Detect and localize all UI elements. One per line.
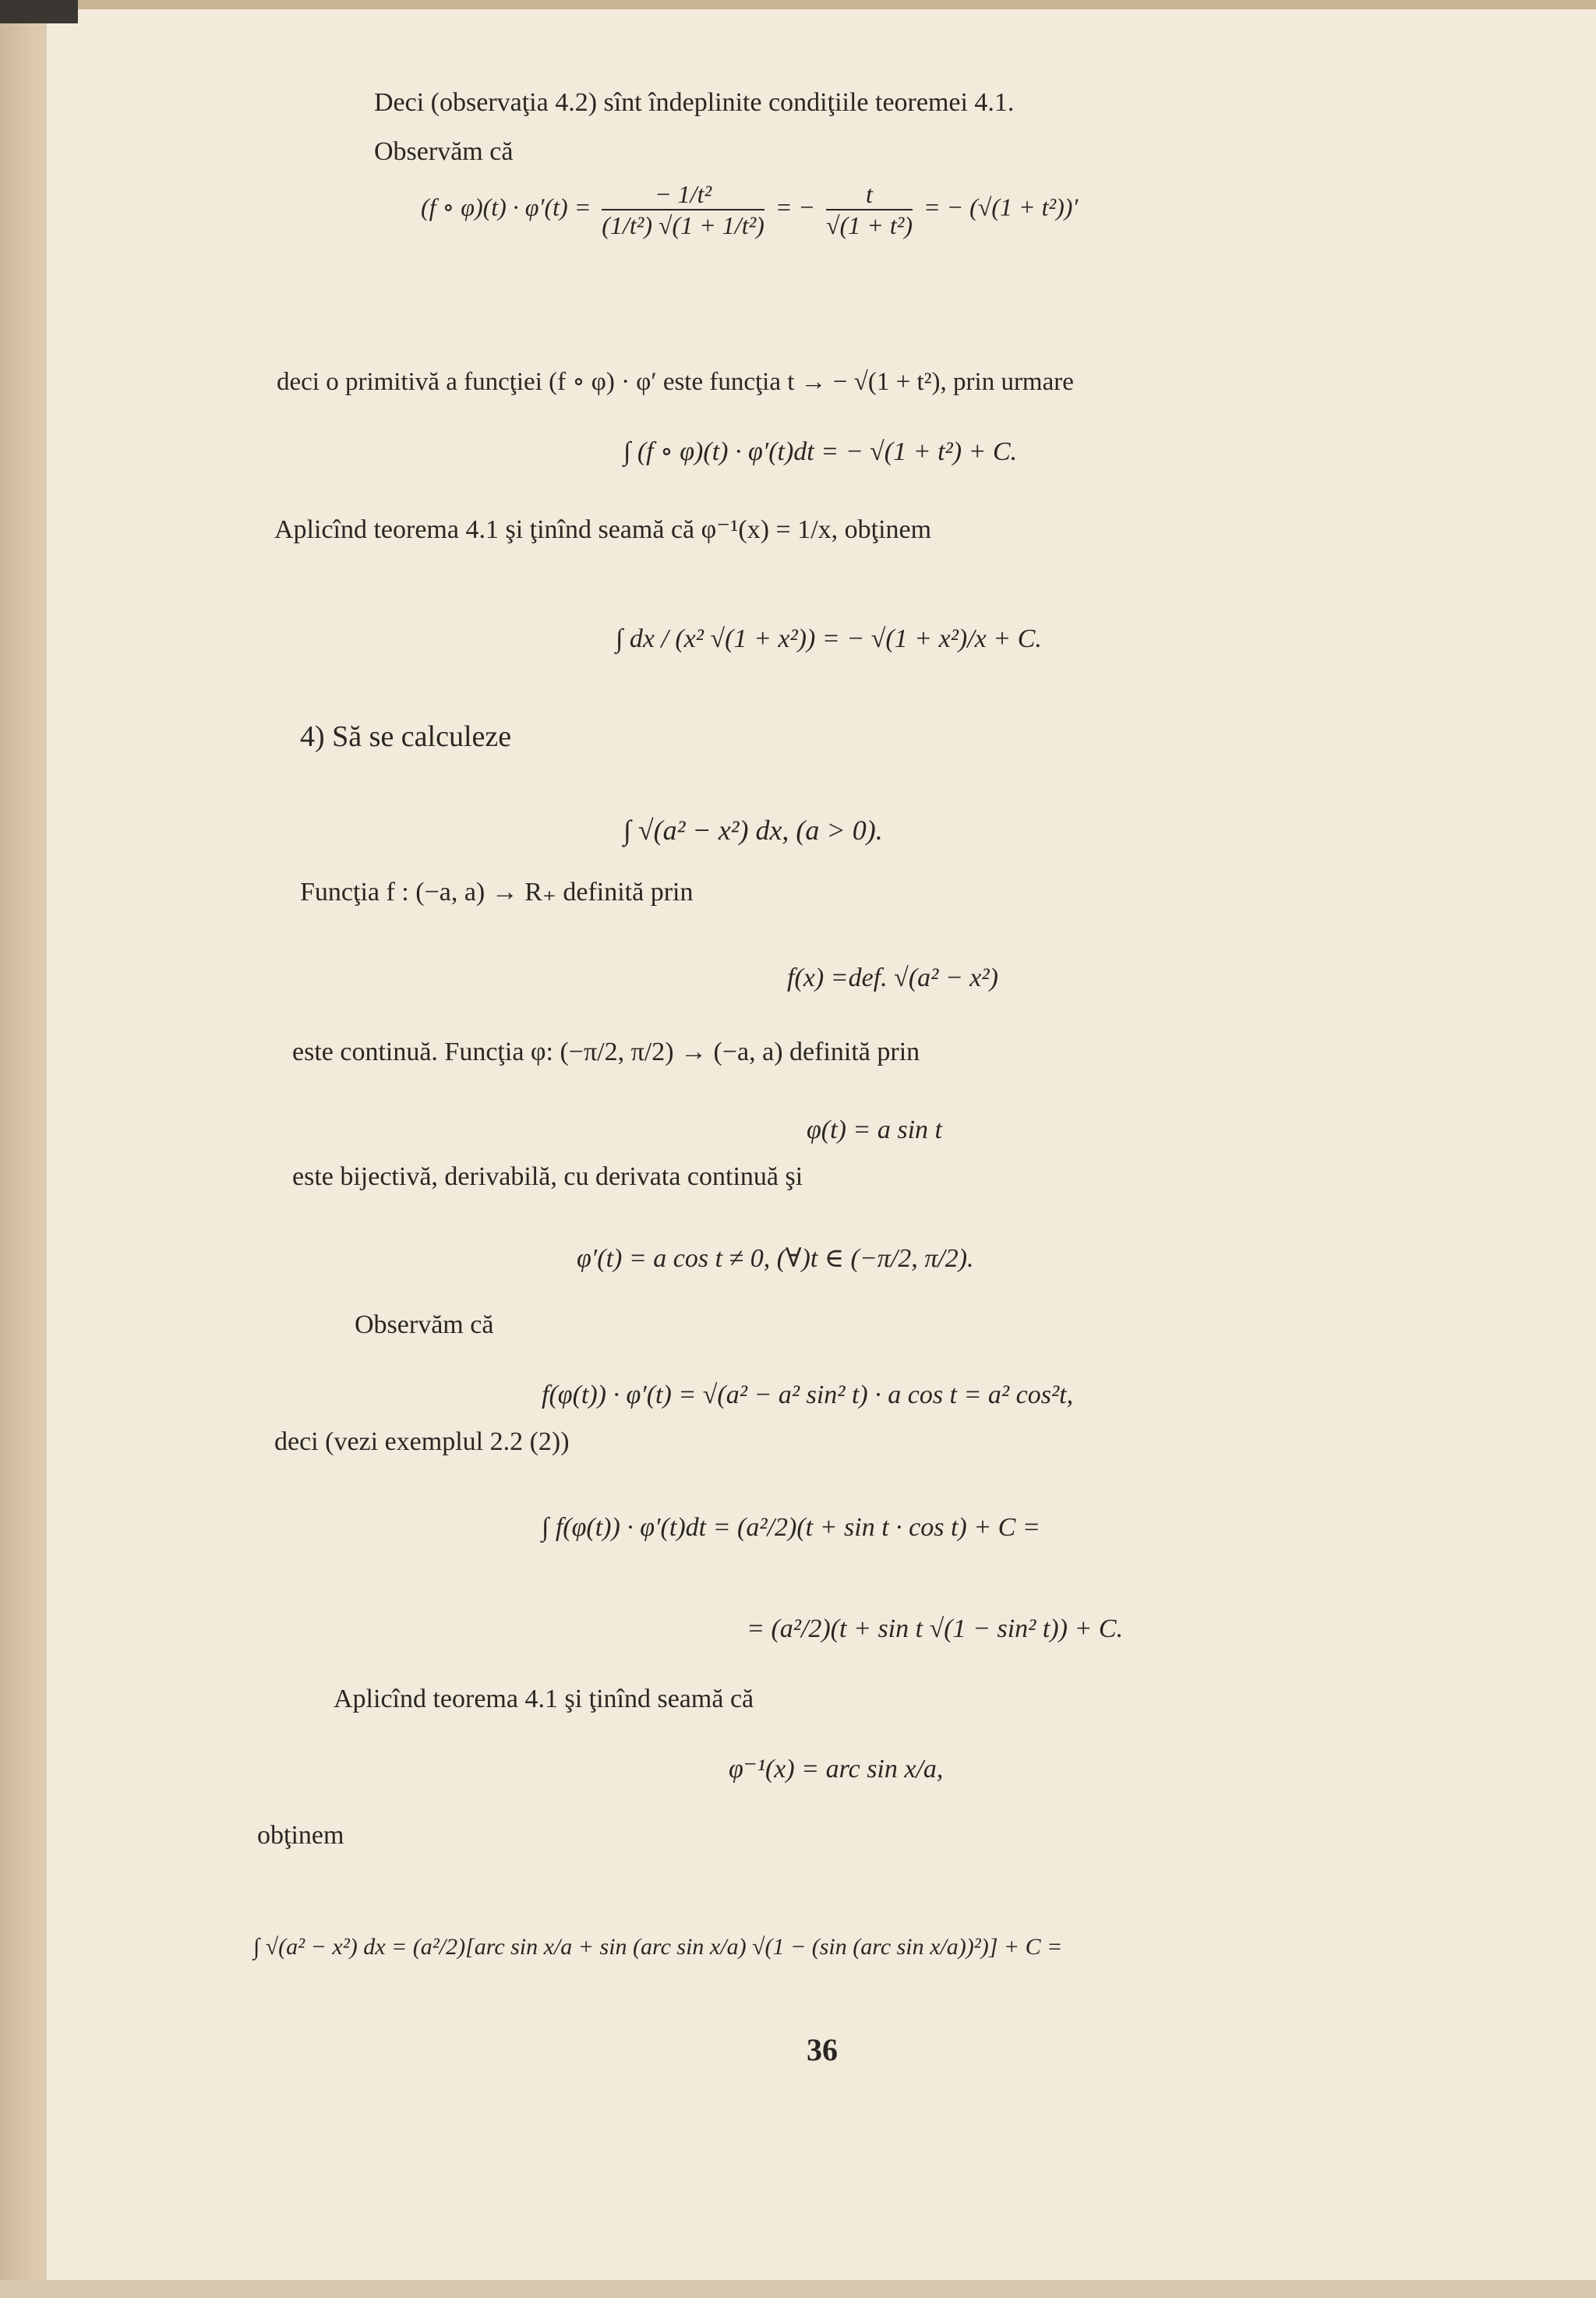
equation-e5: f(x) =def. √(a² − x²) [787,963,998,992]
paragraph-line: este bijectivă, derivabilă, cu derivata continuă şi [292,1162,803,1191]
paragraph-line: Aplicînd teorema 4.1 şi ţinînd seamă că φ⁻¹(x) = 1/x, obţinem [274,515,932,544]
equation-e4: ∫ √(a² − x²) dx, (a > 0). [623,815,883,846]
paragraph-line: deci o primitivă a funcţiei (f ∘ φ) · φ′ este funcţia t → − √(1 + t²), prin urmare [277,368,1074,396]
paragraph-line: Aplicînd teorema 4.1 şi ţinînd seamă că [334,1685,754,1713]
paragraph-line: este continuă. Funcţia φ: (−π/2, π/2) → (−a, a) definită prin [292,1038,920,1066]
equation-e8: f(φ(t)) · φ′(t) = √(a² − a² sin² t) · a cos t = a² cos²t, [542,1381,1074,1409]
paragraph-line: 4) Să se calculeze [300,720,512,753]
equation-e6: φ(t) = a sin t [807,1115,942,1144]
equation-e2: ∫ (f ∘ φ)(t) · φ′(t)dt = − √(1 + t²) + C. [623,437,1018,466]
equation-e12: ∫ √(a² − x²) dx = (a²/2)[arc sin x/a + sin (arc sin x/a) √(1 − (sin (arc sin x/a))²)] + C = [253,1934,1063,1960]
equation-e10: = (a²/2)(t + sin t √(1 − sin² t)) + C. [747,1614,1124,1643]
equation-e11: φ⁻¹(x) = arc sin x/a, [729,1755,944,1784]
top-edge [0,0,1596,9]
paragraph-line: Observăm că [374,137,514,166]
page-number: 36 [807,2032,838,2067]
equation-e7: φ′(t) = a cos t ≠ 0, (∀)t ∈ (−π/2, π/2). [577,1244,974,1273]
paragraph-line: Funcţia f : (−a, a) → R₊ definită prin [300,878,694,907]
equation-e9: ∫ f(φ(t)) · φ′(t)dt = (a²/2)(t + sin t · cos t) + C = [542,1513,1040,1542]
paragraph-line: Deci (observaţia 4.2) sînt îndeplinite condiţiile teoremei 4.1. [374,88,1015,117]
equation-e3: ∫ dx / (x² √(1 + x²)) = − √(1 + x²)/x + C. [616,624,1042,653]
bottom-edge [0,2280,1596,2298]
paragraph-line: deci (vezi exemplul 2.2 (2)) [274,1427,570,1456]
paragraph-line: obţinem [257,1821,344,1850]
corner-mark [0,0,78,23]
paragraph-line: Observăm că [355,1310,494,1339]
equation-e1: (f ∘ φ)(t) · φ′(t) = $\frac{\text{− 1/t²}}{\text{(1/t²) √(1 + 1/t²)}}$ = − $\frac{t}{\text{√(1 + t²)}}$ = − (√(1 + t²))′ [421,180,1079,239]
